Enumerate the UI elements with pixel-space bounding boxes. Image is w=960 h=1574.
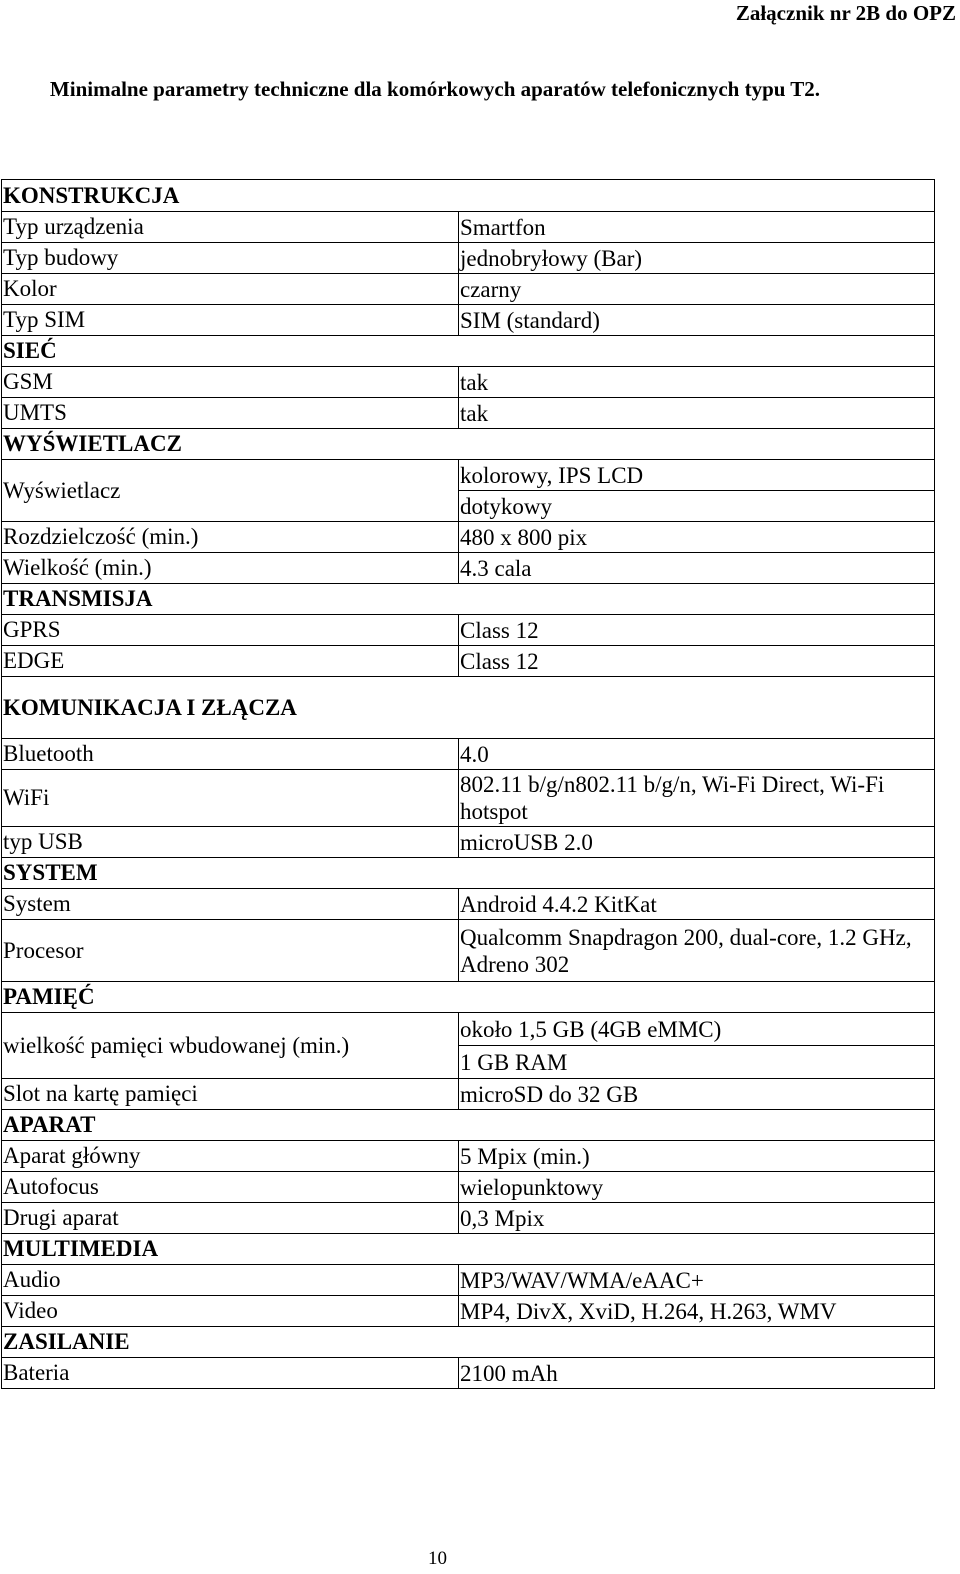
spec-value: 2100 mAh [458,1358,934,1388]
spec-row [2,1078,934,1109]
spec-values [458,398,934,428]
spec-label: Slot na kartę pamięci [3,1081,198,1106]
spec-value-empty [458,1327,934,1357]
spec-value: 480 x 800 pix [458,522,934,552]
spec-value: MP4, DivX, XviD, H.264, H.263, WMV [458,1296,934,1326]
spec-value-empty [458,336,934,366]
section-header-row [2,676,934,738]
spec-label: Typ budowy [3,245,119,270]
spec-label: GSM [3,369,53,394]
spec-label: UMTS [3,400,67,425]
section-header-row [2,335,934,366]
section-header-row [2,981,934,1012]
spec-values [458,1327,934,1357]
spec-row [2,1171,934,1202]
section-title: SIEĆ [3,338,57,363]
spec-value: Qualcomm Snapdragon 200, dual-core, 1.2 GHz, Adreno 302 [458,920,934,981]
spec-row [2,459,934,521]
spec-row [2,211,934,242]
section-title: KONSTRUKCJA [3,182,180,208]
spec-label: Typ SIM [3,307,86,332]
spec-value: 4.3 cala [458,553,934,583]
spec-values [458,243,934,273]
spec-row [2,304,934,335]
spec-value: Class 12 [458,615,934,645]
spec-row [2,738,934,769]
spec-label: Audio [3,1267,61,1292]
section-title: MULTIMEDIA [3,1236,159,1261]
spec-values [458,1234,934,1264]
annex-label: Załącznik nr 2B do OPZ [735,1,956,25]
spec-value: około 1,5 GB (4GB eMMC) [458,1013,934,1045]
spec-values [458,920,934,981]
spec-label: wielkość pamięci wbudowanej (min.) [3,1032,350,1058]
spec-value-empty [458,1110,934,1140]
spec-values [458,429,934,459]
spec-value: SIM (standard) [458,305,934,335]
spec-values [458,305,934,335]
spec-value: czarny [458,274,934,304]
spec-value: kolorowy, IPS LCD [458,460,934,490]
spec-value: MP3/WAV/WMA/eAAC+ [458,1265,934,1295]
spec-values [458,1079,934,1109]
section-title: APARAT [3,1112,96,1137]
spec-value: Android 4.4.2 KitKat [458,889,934,919]
spec-label: Bluetooth [3,741,94,766]
spec-values [458,180,934,211]
spec-row [2,366,934,397]
spec-row [2,826,934,857]
spec-values [458,982,934,1012]
spec-row [2,1264,934,1295]
page-number: 10 [428,1548,447,1569]
spec-row [2,614,934,645]
spec-value: jednobryłowy (Bar) [458,243,934,273]
spec-values [458,553,934,583]
spec-row [2,242,934,273]
spec-values [458,1172,934,1202]
spec-values [458,1358,934,1388]
spec-values [458,367,934,397]
spec-values [458,584,934,614]
section-title: KOMUNIKACJA I ZŁĄCZA [3,694,297,720]
spec-value-empty [458,677,934,738]
spec-label: System [3,891,71,916]
spec-value: 4.0 [458,739,934,769]
spec-value: 5 Mpix (min.) [458,1141,934,1171]
spec-values [458,522,934,552]
section-title: TRANSMISJA [3,586,153,611]
spec-value: 0,3 Mpix [458,1203,934,1233]
spec-label: Drugi aparat [3,1205,119,1230]
section-title: SYSTEM [3,860,98,885]
spec-values [458,1265,934,1295]
spec-value-empty [458,429,934,459]
spec-row [2,1357,934,1388]
spec-label: typ USB [3,829,83,854]
spec-value: 1 GB RAM [458,1045,934,1078]
spec-values [458,677,934,738]
document-title: Minimalne parametry techniczne dla komórkowych aparatów telefonicznych typu T2. [49,77,821,101]
spec-values [458,615,934,645]
spec-values [458,889,934,919]
spec-label: Wielkość (min.) [3,555,152,580]
spec-label: Autofocus [3,1174,99,1199]
spec-row [2,521,934,552]
spec-value: microUSB 2.0 [458,827,934,857]
spec-values [458,1203,934,1233]
spec-value: tak [458,367,934,397]
section-header-row [2,1233,934,1264]
spec-label: Bateria [3,1360,70,1385]
spec-values [458,858,934,888]
spec-row [2,769,934,826]
spec-values [458,1296,934,1326]
section-header-row [2,180,934,211]
spec-values [458,212,934,242]
spec-value: tak [458,398,934,428]
spec-row [2,1012,934,1078]
section-header-row [2,1109,934,1140]
spec-value-empty [458,1234,934,1264]
spec-label: Procesor [3,937,84,963]
spec-values [458,739,934,769]
spec-value-empty [458,180,934,211]
section-header-row [2,583,934,614]
section-title: ZASILANIE [3,1329,130,1354]
spec-row [2,1295,934,1326]
spec-value-empty [458,584,934,614]
spec-value: microSD do 32 GB [458,1079,934,1109]
spec-values [458,336,934,366]
spec-values [458,827,934,857]
spec-label: GPRS [3,617,61,642]
section-header-row [2,857,934,888]
section-title: PAMIĘĆ [3,984,95,1009]
spec-table [1,179,935,1389]
spec-value: Class 12 [458,646,934,676]
spec-row [2,552,934,583]
spec-label: EDGE [3,648,65,673]
spec-values [458,274,934,304]
spec-label: Typ urządzenia [3,214,144,239]
spec-values [458,770,934,826]
spec-label: Wyświetlacz [3,477,121,503]
spec-label: Rozdzielczość (min.) [3,524,199,549]
section-header-row [2,1326,934,1357]
spec-row [2,273,934,304]
spec-row [2,645,934,676]
spec-values [458,646,934,676]
spec-values [458,460,934,521]
spec-value-empty [458,982,934,1012]
section-header-row [2,428,934,459]
spec-value-empty [458,858,934,888]
spec-value: wielopunktowy [458,1172,934,1202]
spec-row [2,1140,934,1171]
spec-row [2,397,934,428]
spec-values [458,1013,934,1078]
spec-label: Aparat główny [3,1143,141,1168]
spec-values [458,1110,934,1140]
spec-row [2,919,934,981]
spec-label: Kolor [3,276,57,301]
spec-values [458,1141,934,1171]
spec-row [2,888,934,919]
spec-label: WiFi [3,785,50,810]
spec-label: Video [3,1298,58,1323]
section-title: WYŚWIETLACZ [3,431,182,456]
spec-value: dotykowy [458,490,934,521]
spec-value: Smartfon [458,212,934,242]
spec-value: 802.11 b/g/n802.11 b/g/n, Wi-Fi Direct, Wi-Fi hotspot [458,770,934,826]
spec-row [2,1202,934,1233]
